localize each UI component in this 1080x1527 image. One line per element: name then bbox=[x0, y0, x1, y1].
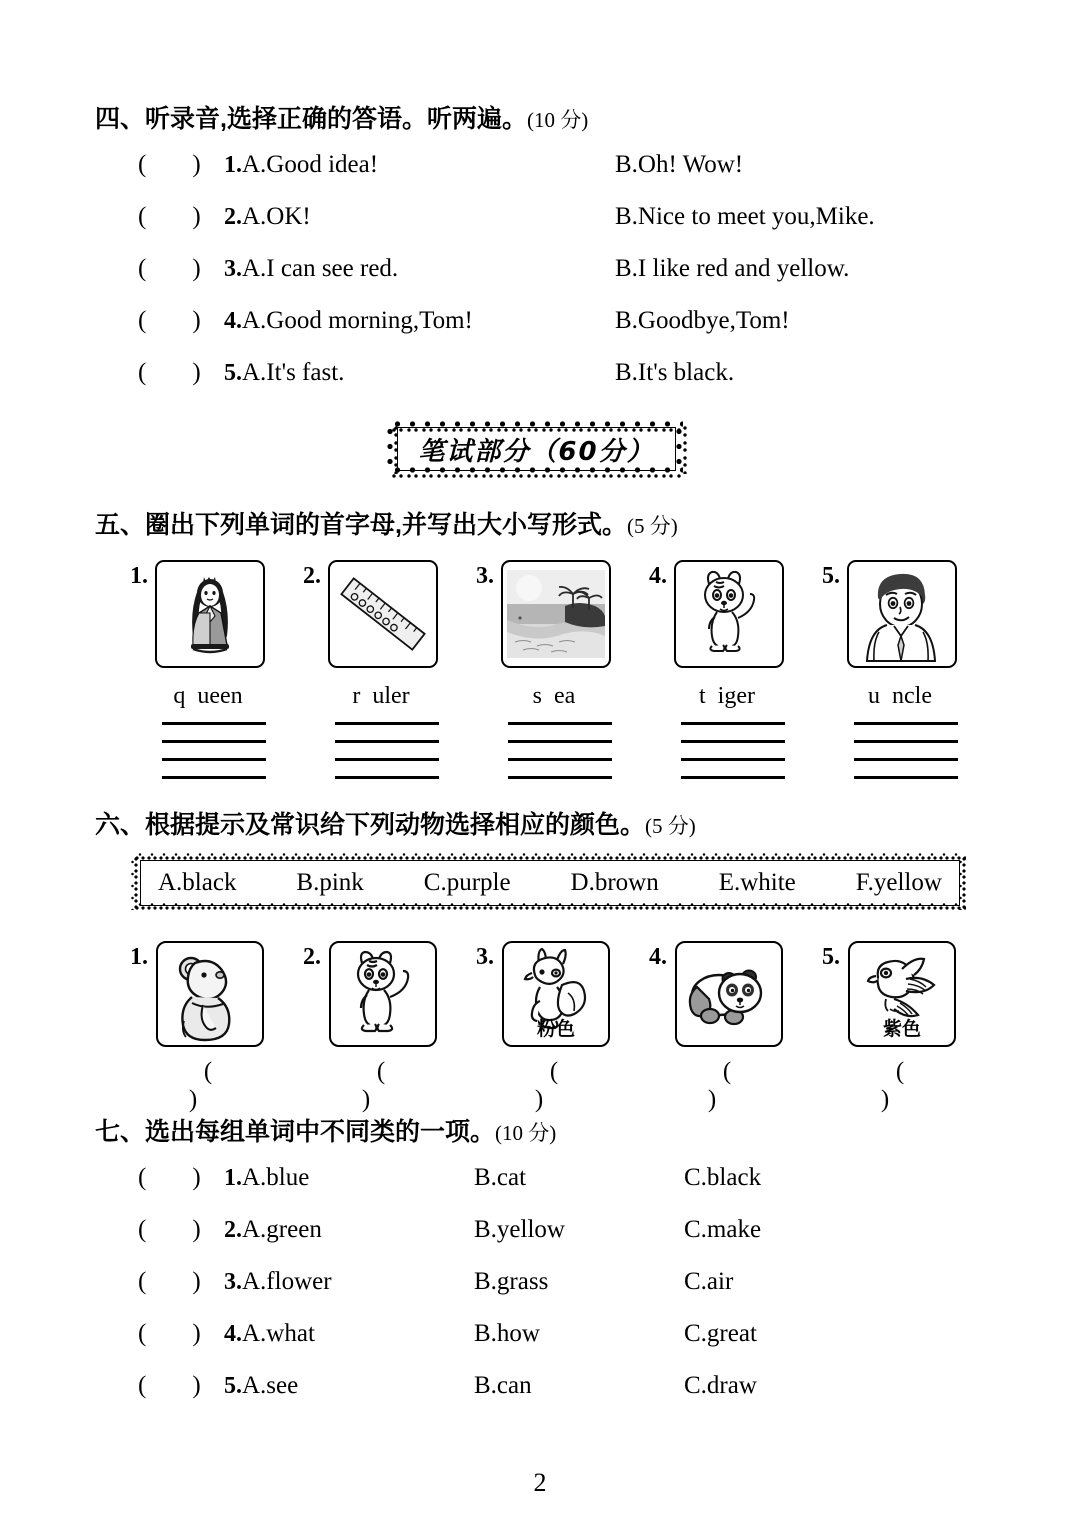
question-number: 2. bbox=[224, 204, 242, 230]
section-6-heading-text: 六、根据提示及常识给下列动物选择相应的颜色。 bbox=[95, 811, 646, 839]
tiger-icon bbox=[676, 562, 782, 666]
category-question-row bbox=[138, 1265, 734, 1299]
option-b[interactable]: B.cat bbox=[474, 1164, 527, 1191]
question-number: 1. bbox=[224, 152, 242, 178]
option-a[interactable]: A.Good idea! bbox=[242, 151, 379, 178]
section-6-heading bbox=[95, 805, 696, 841]
answer-blank-parentheses[interactable]: ( ) bbox=[138, 151, 201, 178]
writing-lines[interactable] bbox=[162, 722, 266, 780]
animal-card-bird bbox=[848, 941, 956, 1047]
answer-blank[interactable]: ( ) bbox=[534, 1058, 589, 1113]
answer-blank-parentheses[interactable]: ( ) bbox=[138, 359, 201, 386]
question-number: 3. bbox=[224, 256, 242, 282]
category-question-row bbox=[138, 1369, 757, 1403]
option-a[interactable]: A.see bbox=[242, 1372, 299, 1399]
option-b[interactable]: B.Goodbye,Tom! bbox=[615, 307, 790, 334]
banner-border-right bbox=[675, 424, 687, 474]
category-question-row bbox=[138, 1213, 762, 1247]
item-number: 1. bbox=[130, 944, 148, 970]
option-b[interactable]: B.Oh! Wow! bbox=[615, 151, 744, 178]
animal-card-bear bbox=[156, 941, 264, 1047]
section-4-heading-text: 四、听录音,选择正确的答语。听两遍。 bbox=[95, 105, 527, 133]
answer-blank[interactable]: ( ) bbox=[880, 1058, 935, 1113]
answer-blank-parentheses[interactable]: ( ) bbox=[138, 1268, 201, 1295]
question-number: 4. bbox=[224, 1321, 242, 1347]
item-number: 2. bbox=[303, 563, 321, 589]
answer-blank[interactable]: ( ) bbox=[361, 1058, 416, 1113]
option-b[interactable]: B.yellow bbox=[474, 1216, 565, 1243]
section-7-heading-text: 七、选出每组单词中不同类的一项。 bbox=[95, 1118, 496, 1146]
page-number: 2 bbox=[533, 1468, 547, 1497]
color-word-bank bbox=[130, 852, 970, 914]
answer-blank-parentheses[interactable]: ( ) bbox=[138, 1216, 201, 1243]
writing-lines[interactable] bbox=[335, 722, 439, 780]
section-5-heading-text: 五、圈出下列单词的首字母,并写出大小写形式。 bbox=[95, 511, 627, 539]
item-number: 3. bbox=[476, 563, 494, 589]
item-number: 3. bbox=[476, 944, 494, 970]
option-c[interactable]: C.air bbox=[684, 1268, 734, 1295]
answer-blank[interactable]: ( ) bbox=[707, 1058, 762, 1113]
color-hint-label: 粉色 bbox=[536, 1018, 575, 1040]
item-number: 4. bbox=[649, 944, 667, 970]
word-label-ruler: r uler bbox=[352, 683, 410, 709]
section-7-points: (10 分) bbox=[495, 1121, 557, 1145]
wordbank-option-b[interactable]: B.pink bbox=[296, 869, 364, 896]
question-number: 4. bbox=[224, 308, 242, 334]
answer-blank-parentheses[interactable]: ( ) bbox=[138, 203, 201, 230]
panda-icon bbox=[677, 943, 781, 1045]
item-number: 5. bbox=[822, 563, 840, 589]
question-number: 2. bbox=[224, 1217, 242, 1243]
wordbank-option-a[interactable]: A.black bbox=[158, 869, 237, 896]
option-a[interactable]: A.flower bbox=[242, 1268, 332, 1295]
option-b[interactable]: B.can bbox=[474, 1372, 532, 1399]
wordbank-option-e[interactable]: E.white bbox=[718, 869, 796, 896]
written-part-banner bbox=[384, 418, 689, 480]
listening-question-row bbox=[138, 148, 744, 182]
answer-blank-parentheses[interactable]: ( ) bbox=[138, 1164, 201, 1191]
section-6-points: (5 分) bbox=[645, 814, 696, 838]
item-number: 5. bbox=[822, 944, 840, 970]
picture-card-ruler bbox=[328, 560, 438, 668]
question-number: 3. bbox=[224, 1269, 242, 1295]
option-a[interactable]: A.It's fast. bbox=[242, 359, 345, 386]
answer-blank[interactable]: ( ) bbox=[188, 1058, 243, 1113]
listening-question-row bbox=[138, 356, 735, 390]
animal-card-tiger bbox=[329, 941, 437, 1047]
item-number: 2. bbox=[303, 944, 321, 970]
wordbank-border-right bbox=[959, 856, 969, 910]
wordbank-option-f[interactable]: F.yellow bbox=[855, 869, 942, 896]
tiger-icon bbox=[331, 943, 435, 1045]
item-number: 1. bbox=[130, 563, 148, 589]
option-c[interactable]: C.make bbox=[684, 1216, 762, 1243]
question-number: 5. bbox=[224, 360, 242, 386]
ruler-icon bbox=[330, 562, 436, 666]
listening-question-row bbox=[138, 252, 850, 286]
color-hint-label: 紫色 bbox=[882, 1018, 921, 1040]
banner-inner-frame bbox=[397, 427, 676, 471]
animal-card-panda bbox=[675, 941, 783, 1047]
answer-blank-parentheses[interactable]: ( ) bbox=[138, 255, 201, 282]
wordbank-option-d[interactable]: D.brown bbox=[570, 869, 659, 896]
word-label-uncle: u ncle bbox=[868, 683, 932, 709]
wordbank-options bbox=[140, 860, 960, 906]
picture-card-queen bbox=[155, 560, 265, 668]
picture-card-uncle bbox=[847, 560, 957, 668]
uncle-icon bbox=[849, 562, 955, 666]
section-4-points: (10 分) bbox=[526, 108, 589, 132]
bear-icon bbox=[158, 943, 262, 1045]
item-number: 4. bbox=[649, 563, 667, 589]
animal-card-squirrel bbox=[502, 941, 610, 1047]
option-b[interactable]: B.how bbox=[474, 1320, 540, 1347]
option-c[interactable]: C.draw bbox=[684, 1372, 757, 1399]
sea-photo-icon bbox=[503, 562, 609, 666]
wordbank-option-c[interactable]: C.purple bbox=[423, 869, 511, 896]
listening-question-row bbox=[138, 200, 875, 234]
listening-question-row bbox=[138, 304, 790, 338]
section-5-points: (5 分) bbox=[626, 514, 678, 538]
picture-card-sea bbox=[501, 560, 611, 668]
option-b[interactable]: B.grass bbox=[474, 1268, 549, 1295]
banner-title: 笔试部分（60分） bbox=[418, 436, 655, 467]
section-5-heading bbox=[95, 505, 678, 541]
option-a[interactable]: A.what bbox=[242, 1320, 315, 1347]
writing-lines[interactable] bbox=[681, 722, 785, 780]
picture-card-tiger bbox=[674, 560, 784, 668]
answer-blank-parentheses[interactable]: ( ) bbox=[138, 1372, 201, 1399]
section-4-heading bbox=[95, 99, 588, 135]
answer-blank-parentheses[interactable]: ( ) bbox=[138, 307, 201, 334]
option-c[interactable]: C.black bbox=[684, 1164, 762, 1191]
option-b[interactable]: B.It's black. bbox=[615, 359, 735, 386]
writing-lines[interactable] bbox=[854, 722, 958, 780]
option-a[interactable]: A.Good morning,Tom! bbox=[242, 307, 473, 334]
question-number: 1. bbox=[224, 1165, 242, 1191]
queen-icon bbox=[157, 562, 263, 666]
option-a[interactable]: A.blue bbox=[242, 1164, 310, 1191]
option-c[interactable]: C.great bbox=[684, 1320, 757, 1347]
option-a[interactable]: A.green bbox=[242, 1216, 322, 1243]
writing-lines[interactable] bbox=[508, 722, 612, 780]
option-a[interactable]: A.OK! bbox=[242, 203, 311, 230]
section-7-heading bbox=[95, 1112, 556, 1148]
option-b[interactable]: B.I like red and yellow. bbox=[615, 255, 850, 282]
category-question-row bbox=[138, 1317, 757, 1351]
option-b[interactable]: B.Nice to meet you,Mike. bbox=[615, 203, 875, 230]
word-label-sea: s ea bbox=[532, 683, 576, 709]
word-label-tiger: t iger bbox=[699, 683, 755, 709]
answer-blank-parentheses[interactable]: ( ) bbox=[138, 1320, 201, 1347]
question-number: 5. bbox=[224, 1373, 242, 1399]
option-a[interactable]: A.I can see red. bbox=[242, 255, 399, 282]
category-question-row bbox=[138, 1161, 762, 1195]
word-label-queen: q ueen bbox=[173, 683, 243, 709]
